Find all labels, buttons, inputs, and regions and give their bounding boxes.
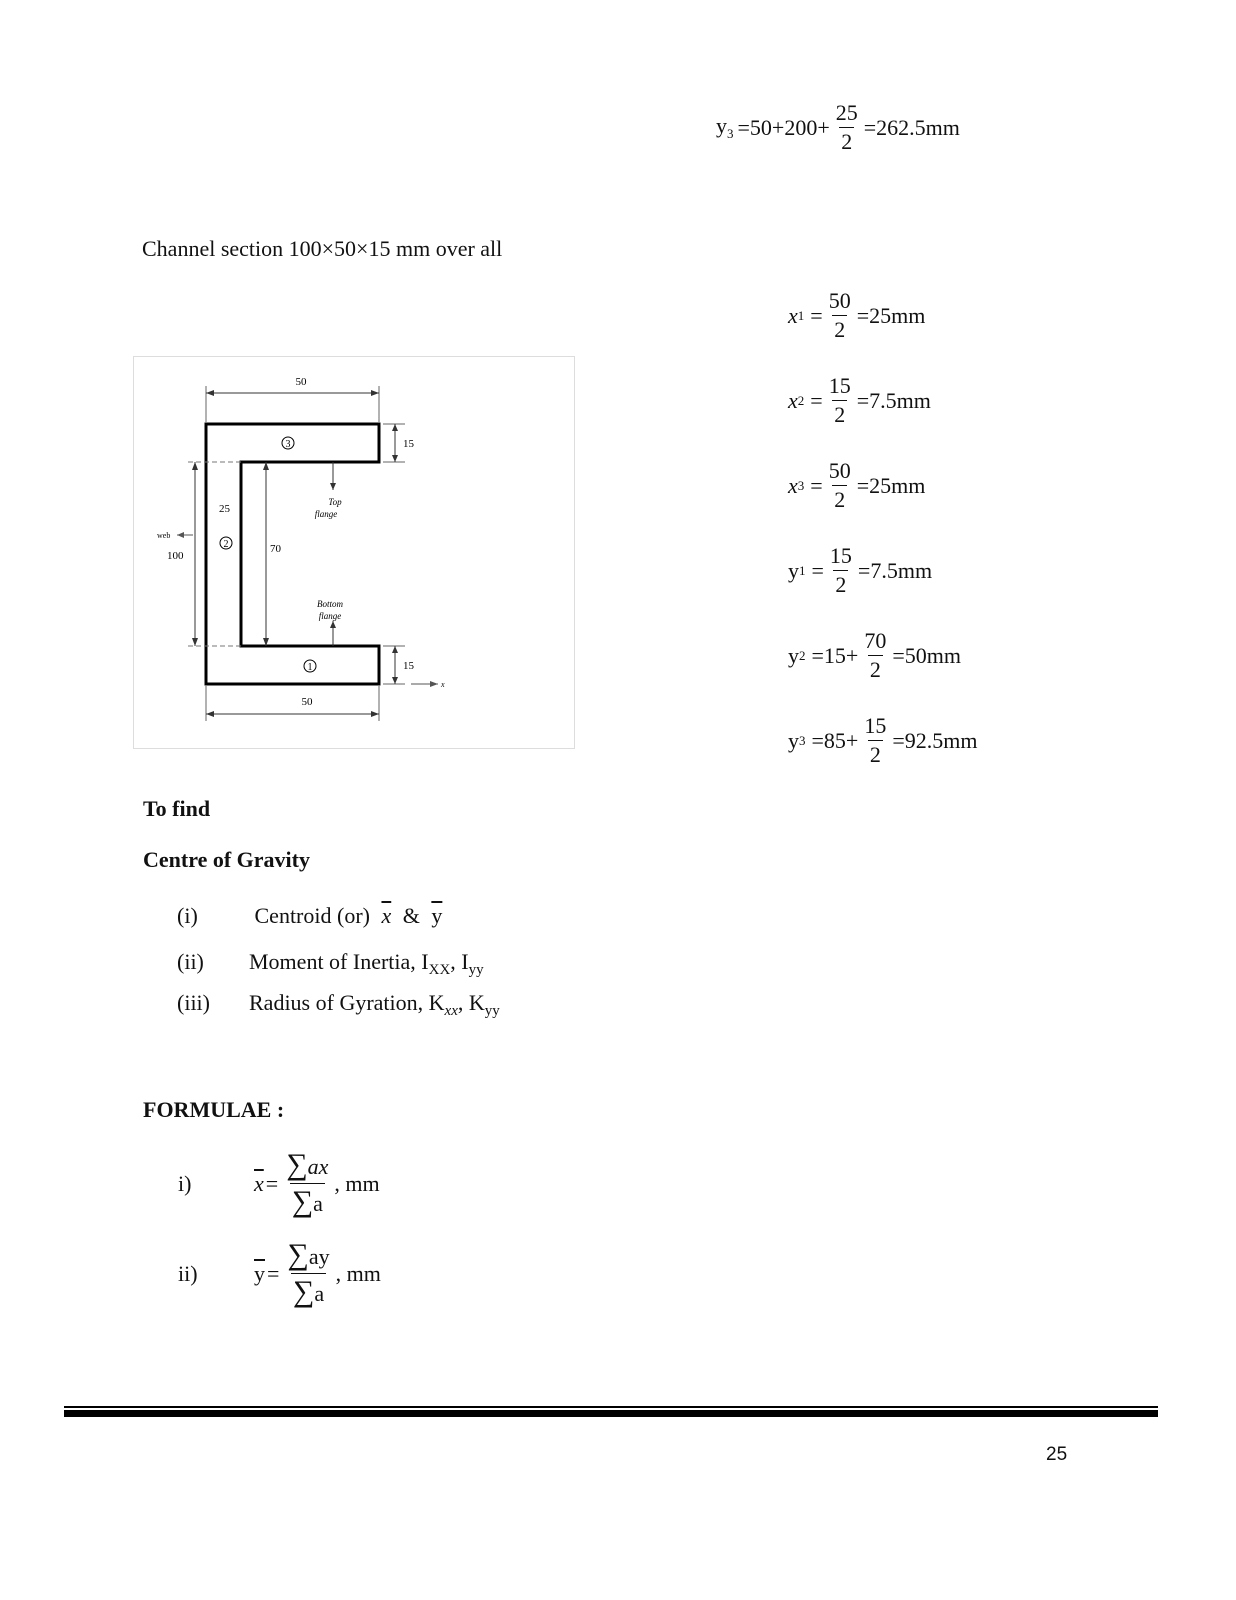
footer-rule-thick (64, 1410, 1158, 1417)
dim-flange-bottom: 15 (403, 660, 414, 672)
label-x: x (441, 680, 445, 689)
eq-y1: y 1 = $\frac{15}{2}$ =7.5mm (788, 543, 933, 597)
part-3: 3 (285, 439, 291, 450)
top-flange-label-1: Top (328, 497, 342, 507)
cog-heading: Centre of Gravity (143, 847, 310, 872)
top-flange-label-2: flange (314, 509, 338, 519)
eq-y3: y 3 =85+ $\frac{15}{2}$ =92.5mm (788, 713, 978, 767)
eq-x1: x 1 = $\frac{50}{2}$ =25mm (788, 288, 926, 342)
to-find-heading: To find (143, 796, 211, 821)
dim-bottom: 50 (301, 696, 313, 708)
top-eq-lhs: $y_3$ (716, 113, 734, 141)
right-equations (788, 290, 1088, 780)
intro-line: Channel section 100×50×15 mm over all (142, 236, 503, 261)
part-1: 1 (307, 662, 313, 673)
list-item: (i) Centroid (or) $\overline{x}$ & $\overline{y}$ (177, 903, 443, 928)
dim-inner: 70 (270, 543, 281, 555)
bottom-flange-label-1: Bottom (317, 599, 343, 609)
list-item: (iii) Radius of Gyration, $K_{xx}$, $K_{yy}$ (177, 990, 500, 1019)
top-eq-result: =262.5mm (863, 114, 960, 140)
top-eq-expr: =50+200+ (737, 114, 830, 140)
page-number: 25 (1046, 1444, 1068, 1465)
label-web: web (157, 531, 171, 540)
eq-y2: y 2 =15+ $\frac{70}{2}$ =50mm (788, 628, 961, 682)
top-eq-fraction: $\frac{25}{2}$ (835, 100, 858, 154)
dim-top: 50 (295, 376, 307, 388)
eq-x2: x 2 = $\frac{15}{2}$ =7.5mm (788, 373, 931, 427)
footer-rule-thin (64, 1406, 1158, 1408)
part-2: 2 (223, 539, 229, 550)
dim-flange-top: 15 (403, 438, 414, 450)
list-item: (ii) Moment of Inertia, $I_{XX}$, $I_{yy}$ (177, 949, 484, 978)
bottom-flange-label-2: flange (318, 611, 342, 621)
dim-web-width: 25 (219, 503, 230, 515)
formula-x: i) $\overline{x}$ = $\frac{\sum ax}{\sum a}$ , mm (178, 1148, 380, 1218)
channel-section-diagram (133, 356, 575, 749)
formula-y: ii) $\overline{y}$ = $\frac{\sum ay}{\sum a}$ , mm (178, 1238, 381, 1308)
eq-x3: x 3 = $\frac{50}{2}$ =25mm (788, 458, 926, 512)
dim-overall: 100 (167, 550, 184, 562)
formulae-heading: FORMULAE : (143, 1097, 285, 1122)
top-equation (716, 102, 960, 153)
